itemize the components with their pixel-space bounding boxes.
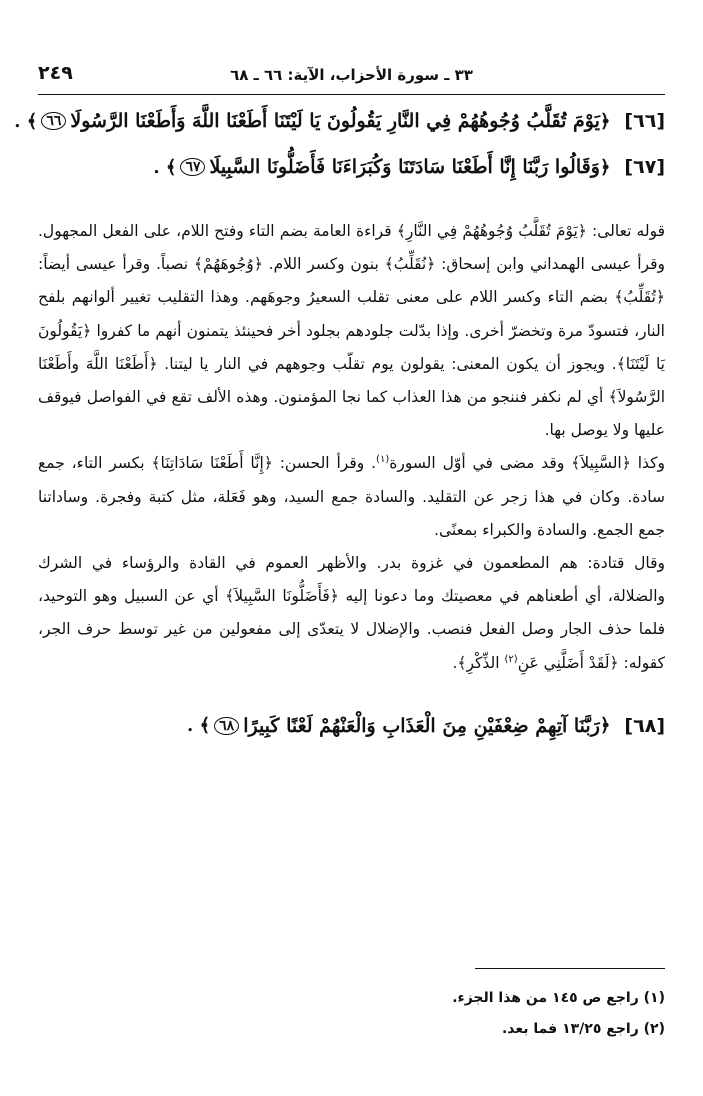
verse-end-mark: ٦٨ bbox=[214, 717, 239, 735]
verse-text: يَوْمَ تُقَلَّبُ وُجُوهُهُمْ فِي النَّارِ يَقُولُونَ يَا لَيْتَنَا أَطَعْنَا اللَّهَ وَأَطَعْنَا الرَّسُولَا bbox=[70, 110, 600, 132]
verse-number: [٦٨] bbox=[624, 714, 665, 737]
footnote-1: (١) راجع ص ١٤٥ من هذا الجزء. bbox=[452, 990, 665, 1006]
verse-text: وَقَالُوا رَبَّنَا إِنَّا أَطَعْنَا سَادَتَنَا وَكُبَرَاءَنَا فَأَضَلُّونَا السَّبِيلَا bbox=[209, 156, 600, 178]
verse-end-mark: ٦٦ bbox=[41, 112, 66, 130]
verse-open-bracket: ﴿ bbox=[599, 156, 611, 178]
commentary-paragraph-1: قوله تعالى: ﴿يَوْمَ تُقَلَّبُ وُجُوهُهُمْ فِي النَّارِ﴾ قراءة العامة بضم التاء وفتح اللام، على الفعل المجهول. وقرأ عيسى الهمداني وابن إسحاق: ﴿نُقَلِّبُ﴾ بنون وكسر اللام. ﴿وُجُوهَهُمْ﴾ نصباً. وقرأ عيسى أيضاً: ﴿تُقَلِّبُ﴾ بضم التاء وكسر اللام على معنى تقلب السعيرُ وجوهَهم. وهذا التقليب تغيير ألوانهم بلفح النار، فتسودّ مرة وتخضرّ أخرى. وإذا بدّلت جلودهم بجلود أخر فحينئذ يتمنون أنهم ما كفروا ﴿يَقُولُونَ يَا لَيْتَنَا﴾. ويجوز أن يكون المعنى: يقولون يوم تقلّب وجوههم في النار يا ليتنا. ﴿أَطَعْنَا اللَّهَ وأَطَعْنَا الرَّسُولاَ﴾ أي لم نكفر فننجو من هذا العذاب كما نجا المؤمنون. وهذه الألف تقع في الفواصل فيوقف عليها ولا يوصل بها. bbox=[38, 222, 665, 440]
page-number: ٢٤٩ bbox=[38, 62, 73, 84]
footnotes bbox=[38, 983, 665, 1045]
commentary-paragraph-2: وكذا ﴿السَّبِيلاَ﴾ وقد مضى في أوّل السورة$^{(١)}$. وقرأ الحسن: ﴿إِنَّا أَطَعْنَا سَادَاتِنَا﴾ بكسر التاء، جمع سادة. وكان في هذا زجر عن التقليد. والسادة جمع السيد، وهو فَعَلة، مثل كتبة وفجرة. وساداتنا جمع الجمع. والسادة والكبراء بمعنًى. bbox=[38, 454, 665, 539]
commentary-body bbox=[38, 215, 665, 680]
verse-68 bbox=[38, 706, 665, 746]
verse-close-bracket: ﴾ . bbox=[14, 110, 38, 132]
verse-66 bbox=[14, 101, 665, 141]
book-page bbox=[14, 58, 665, 1037]
footnote-ref-1[interactable]: (١) bbox=[376, 454, 390, 466]
verse-67 bbox=[38, 147, 665, 187]
verse-number: [٦٧] bbox=[624, 156, 665, 178]
page-header bbox=[38, 58, 665, 95]
verse-open-bracket: ﴿ bbox=[599, 715, 611, 737]
running-title: ٣٣ ـ سورة الأحزاب، الآية: ٦٦ ـ ٦٨ bbox=[230, 66, 473, 84]
footnote-2: (٢) راجع ١٣/٢٥ فما بعد. bbox=[501, 1021, 665, 1037]
verse-number: [٦٦] bbox=[624, 110, 665, 132]
footnote-divider bbox=[475, 968, 665, 969]
verse-close-bracket: ﴾ . bbox=[187, 715, 211, 737]
footnote-ref-2[interactable]: (٢) bbox=[504, 653, 518, 665]
verse-text: رَبَّنَا آتِهِمْ ضِعْفَيْنِ مِنَ الْعَذَابِ وَالْعَنْهُمْ لَعْنًا كَبِيرًا bbox=[243, 714, 600, 737]
verse-close-bracket: ﴾ . bbox=[153, 156, 177, 178]
verse-end-mark: ٦٧ bbox=[180, 158, 205, 176]
verse-open-bracket: ﴿ bbox=[599, 110, 611, 132]
commentary-paragraph-3: وقال قتادة: هم المطعمون في غزوة بدر. والأظهر العموم في القادة والرؤساء في الشرك والضلالة، أي أطعناهم في معصيتك وما دعونا إليه ﴿فَأَضَلُّونَا السَّبِيلاَ﴾ أي عن السبيل وهو التوحيد، فلما حذف الجار وصل الفعل فنصب. والإضلال لا يتعدّى إلى مفعولين من غير توسط حرف الجر، كقوله: ﴿لَقَدْ أَضَلَّنِي عَنِ$^{(٢)}$ الذِّكْرِ﴾. bbox=[38, 554, 665, 672]
